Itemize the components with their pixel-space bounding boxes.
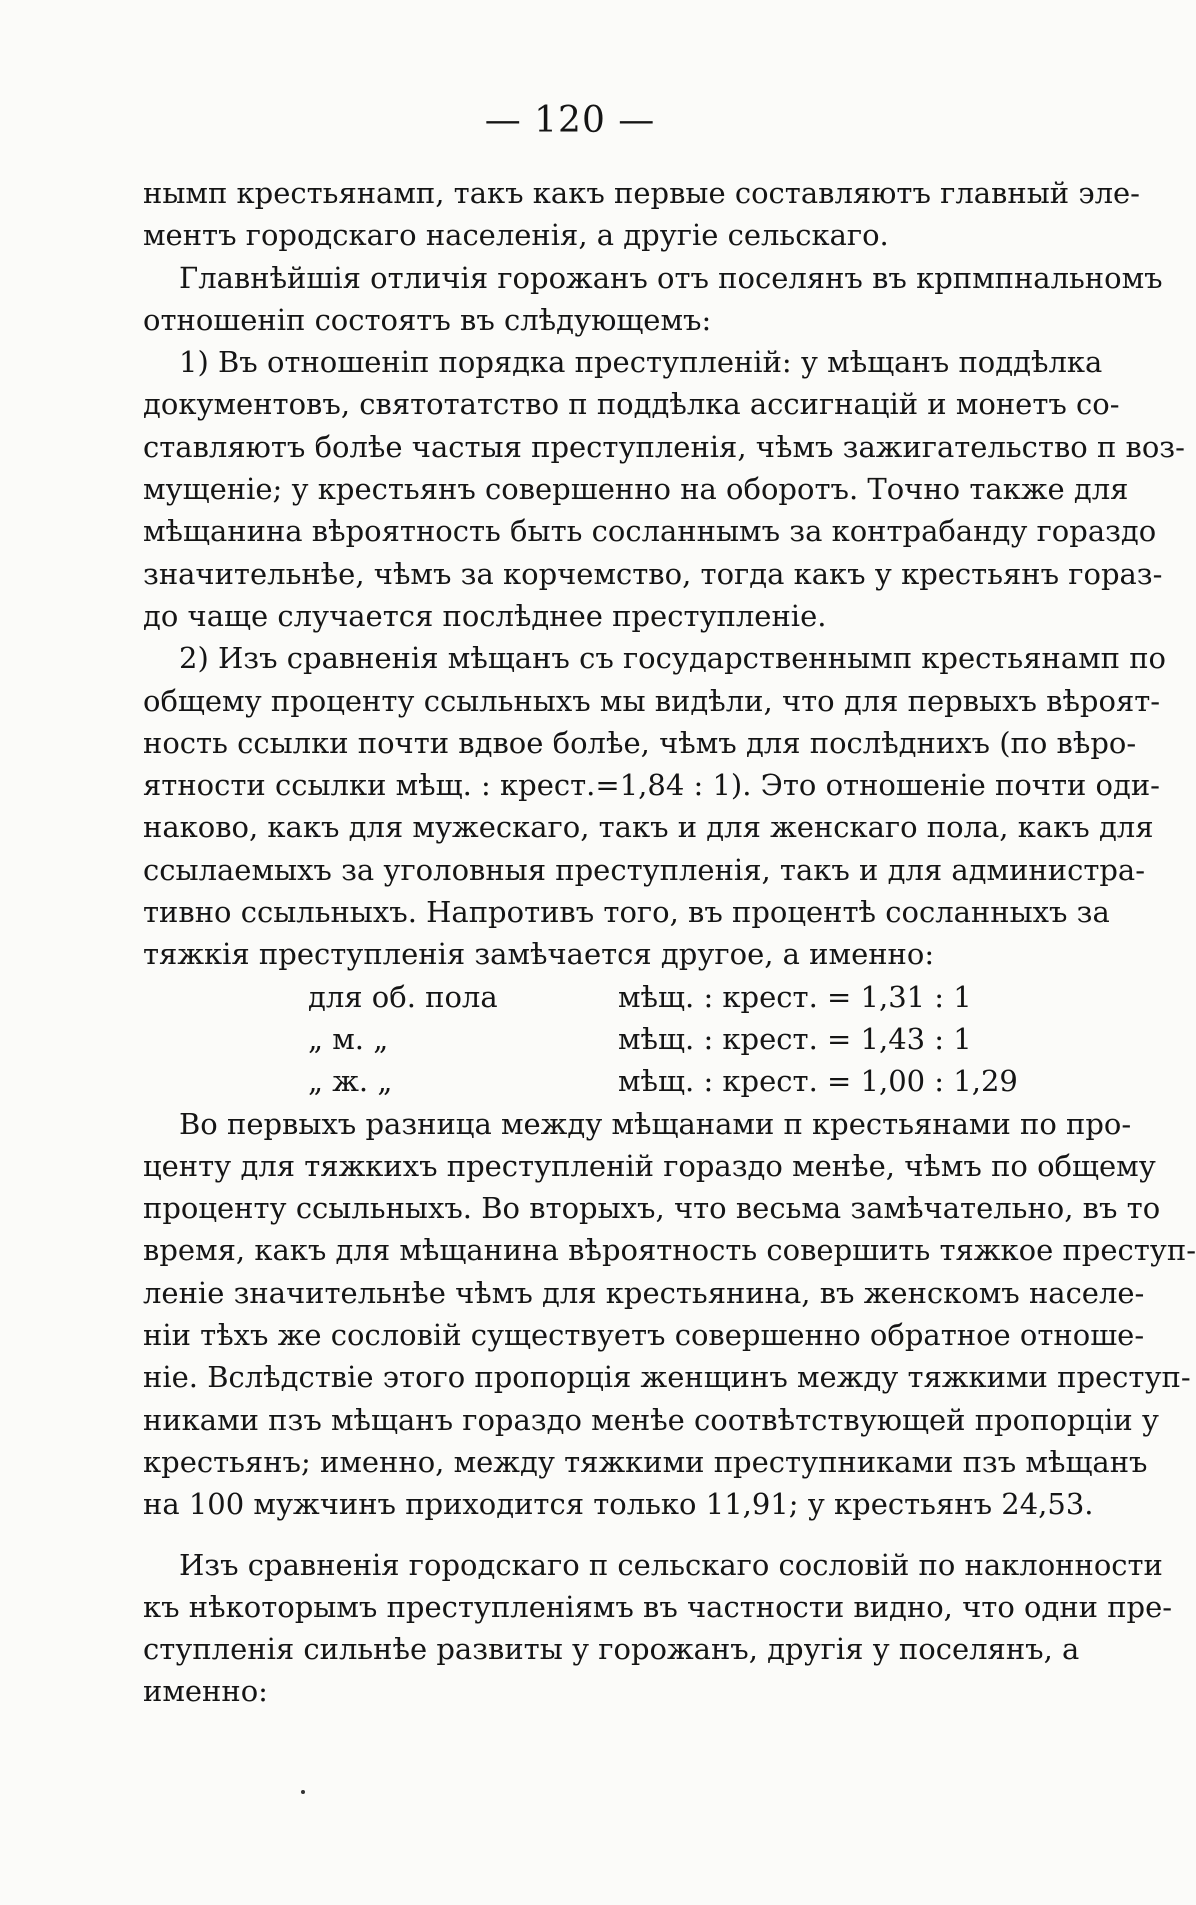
text-line: ніе. Вслѣдствіе этого пропорція женщинъ между тяжкими преступ- — [143, 1360, 1191, 1395]
text-line: ментъ городскаго населенія, а другіе сельскаго. — [143, 218, 889, 253]
text-line: мущеніе; у крестьянъ совершенно на оборотъ. Точно также для — [143, 472, 1129, 507]
ink-speck — [301, 1790, 305, 1794]
text-line: центу для тяжкихъ преступленій гораздо менѣе, чѣмъ по общему — [143, 1148, 1156, 1183]
text-line: на 100 мужчинъ приходится только 11,91; у крестьянъ 24,53. — [143, 1487, 1094, 1522]
text-line: 2) Изъ сравненія мѣщанъ съ государственнымп крестьянамп по — [179, 641, 1167, 676]
page-number: — 120 — — [484, 100, 656, 141]
text-line: именно: — [143, 1674, 268, 1709]
ratio-row — [308, 976, 1063, 1018]
body-text — [143, 172, 1196, 1713]
text-line: значительнѣе, чѣмъ за корчемство, тогда какъ у крестьянъ гораз- — [143, 556, 1163, 591]
ratio-row — [308, 1018, 1063, 1060]
text-line: Во первыхъ разница между мѣщанами п крестьянами по про- — [179, 1106, 1132, 1141]
text-line: Главнѣйшія отличія горожанъ отъ поселянъ въ крпмпнальномъ — [179, 260, 1163, 295]
text-line: до чаще случается послѣднее преступленіе. — [143, 598, 827, 633]
ratio-row — [308, 1060, 1063, 1102]
text-line: нымп крестьянамп, такъ какъ первые составляютъ главный эле- — [143, 176, 1140, 210]
text-line: мѣщанина вѣроятность быть сосланнымъ за контрабанду гораздо — [143, 514, 1157, 549]
text-line: никами пзъ мѣщанъ гораздо менѣе соотвѣтствующей пропорціи у — [143, 1402, 1159, 1437]
text-line: общему проценту ссыльныхъ мы видѣли, что для первыхъ вѣроят- — [143, 683, 1161, 718]
text-line: крестьянъ; именно, между тяжкими преступниками пзъ мѣщанъ — [143, 1444, 1148, 1479]
ratio-value: мѣщ. : крест. = 1,31 : 1 — [618, 979, 972, 1014]
ratio-value: мѣщ. : крест. = 1,00 : 1,29 — [618, 1064, 1018, 1099]
text-line: ссылаемыхъ за уголовныя преступленія, такъ и для администра- — [143, 852, 1146, 887]
text-line: наково, какъ для мужескаго, такъ и для женскаго пола, какъ для — [143, 810, 1154, 845]
text-line: ятности ссылки мѣщ. : крест.=1,84 : 1). Это отношеніе почти оди- — [143, 768, 1160, 803]
text-line: отношеніп состоятъ въ слѣдующемъ: — [143, 302, 712, 337]
ratio-label: „ м. „ — [308, 1021, 389, 1056]
text-line: тивно ссыльныхъ. Напротивъ того, въ процентѣ сосланныхъ за — [143, 895, 1110, 930]
text-line: тяжкія преступленія замѣчается другое, а именно: — [143, 937, 935, 972]
text-line: леніе значительнѣе чѣмъ для крестьянина, въ женскомъ населе- — [143, 1275, 1145, 1310]
text-line: 1) Въ отношеніп порядка преступленій: у мѣщанъ поддѣлка — [179, 345, 1103, 380]
text-line: проценту ссыльныхъ. Во вторыхъ, что весьма замѣчательно, въ то — [143, 1191, 1161, 1226]
text-line: ніи тѣхъ же сословій существуетъ совершенно обратное отноше- — [143, 1318, 1145, 1353]
text-line: ставляютъ болѣе частыя преступленія, чѣмъ зажигательство п воз- — [143, 429, 1185, 464]
text-line: время, какъ для мѣщанина вѣроятность совершить тяжкое преступ- — [143, 1233, 1196, 1268]
text-line: документовъ, святотатство п поддѣлка ассигнацій и монетъ со- — [143, 387, 1120, 422]
ratio-label: „ ж. „ — [308, 1064, 393, 1099]
text-line: къ нѣкоторымъ преступленіямъ въ частности видно, что одни пре- — [143, 1589, 1173, 1624]
ratio-value: мѣщ. : крест. = 1,43 : 1 — [618, 1021, 972, 1056]
text-line: ность ссылки почти вдвое болѣе, чѣмъ для послѣднихъ (по вѣро- — [143, 725, 1137, 760]
text-line: ступленія сильнѣе развиты у горожанъ, другія у поселянъ, а — [143, 1632, 1080, 1667]
ratio-label: для об. пола — [308, 979, 498, 1014]
text-line: Изъ сравненія городскаго п сельскаго сословій по наклонности — [179, 1547, 1163, 1582]
